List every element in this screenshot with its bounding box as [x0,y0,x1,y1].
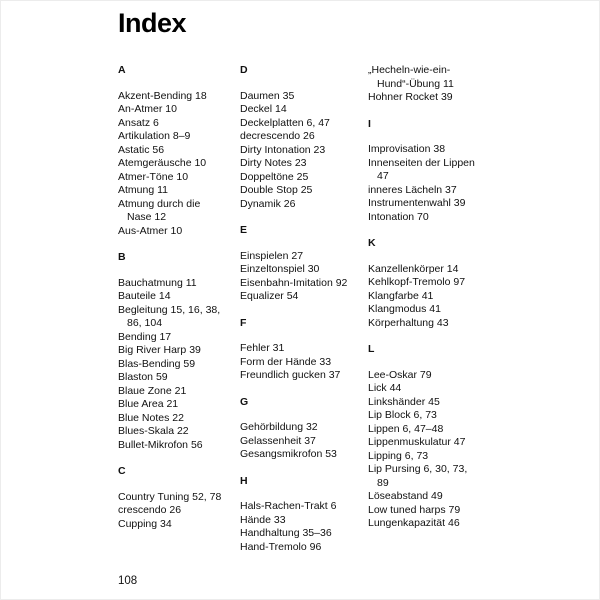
index-entry: Blue Notes 22 [118,411,184,424]
index-entry: Big River Harp 39 [118,344,201,356]
index-entry: Gehörbildung 32 [240,421,318,433]
index-section-g [240,396,352,462]
index-entry: Bauteile 14 [118,290,171,302]
index-entry: Atemgeräusche 10 [118,157,207,169]
index-entry: Eisenbahn-Imitation 92 [240,276,348,289]
section-letter: K [368,237,376,249]
index-entry: Blue Area 21 [118,398,179,410]
index-entry: Blues-Skala 22 [118,425,189,437]
index-entry: Klangmodus 41 [368,303,441,315]
index-entry: Lipping 6, 73 [368,449,429,462]
index-entry: Deckel 14 [240,103,287,115]
index-entry: Kehlkopf-Tremolo 97 [368,276,466,288]
index-entry: Country Tuning 52, 78 [118,490,222,503]
section-letter: G [240,395,249,408]
index-entry: Fehler 31 [240,342,285,354]
section-letter: C [118,465,126,477]
index-entry: Lip Pursing 6, 30, 73, 89 [368,463,468,489]
section-letter: L [368,343,375,355]
index-entry: Lip Block 6, 73 [368,409,437,421]
index-section-a [118,64,224,238]
index-entry: Gelassenheit 37 [240,434,316,447]
index-columns [118,64,490,554]
section-letter: H [240,474,248,487]
index-column-1 [118,64,224,531]
index-entry: Lungenkapazität 46 [368,517,460,529]
index-entry: Bullet-Mikrofon 56 [118,438,203,451]
index-section-continued [368,64,480,105]
index-entry: Lee-Oskar 79 [368,368,432,381]
index-entry: Freundlich gucken 37 [240,369,341,381]
index-entry: Gesangsmikrofon 53 [240,448,337,460]
index-entry: Double Stop 25 [240,184,313,196]
page-title: Index [118,8,187,38]
page-content [118,8,490,554]
section-letter: I [368,117,371,130]
index-entry: Dirty Intonation 23 [240,143,326,156]
index-entry: Linkshänder 45 [368,395,440,408]
section-letter: A [118,64,126,76]
index-entry: Doppeltöne 25 [240,170,309,183]
index-entry: Blaue Zone 21 [118,384,187,397]
index-entry: Form der Hände 33 [240,355,332,368]
index-entry: Dirty Notes 23 [240,157,307,169]
section-letter: F [240,316,247,329]
index-entry: Low tuned harps 79 [368,503,461,516]
index-entry: Körperhaltung 43 [368,316,449,329]
index-column-2 [240,64,352,554]
index-column-3 [368,64,480,531]
index-entry: Equalizer 54 [240,290,299,302]
section-letter: D [240,64,248,76]
index-entry: Bending 17 [118,330,172,343]
index-entry: Hals-Rachen-Trakt 6 [240,500,337,512]
index-section-h [240,475,352,555]
index-entry: Astatic 56 [118,143,165,156]
index-section-e [240,224,352,304]
index-entry: Atmung 11 [118,184,169,196]
index-entry: Einspielen 27 [240,249,304,262]
index-section-b [118,251,224,452]
index-entry: Ansatz 6 [118,116,159,129]
index-entry: Daumen 35 [240,89,295,102]
index-entry: Einzeltonspiel 30 [240,263,320,275]
index-entry: Lippenmuskulatur 47 [368,436,466,448]
page-number: 108 [118,575,138,587]
index-entry: Dynamik 26 [240,197,296,210]
index-entry: Hohner Rocket 39 [368,91,453,103]
index-entry: Instrumentenwahl 39 [368,197,466,209]
section-letter: B [118,251,126,263]
index-entry: Cupping 34 [118,517,172,530]
index-entry: „Hecheln-wie-ein-Hund“-Übung 11 [368,64,454,90]
index-entry: Improvisation 38 [368,143,446,155]
index-entry: Hände 33 [240,513,286,526]
index-section-l [368,343,480,531]
index-entry: Löseabstand 49 [368,490,443,502]
index-entry: Blas-Bending 59 [118,357,196,370]
index-entry: decrescendo 26 [240,130,315,142]
index-section-k [368,237,480,330]
index-entry: Atmer-Töne 10 [118,170,189,183]
index-section-i [368,118,480,225]
index-entry: Intonation 70 [368,210,429,223]
index-entry: Begleitung 15, 16, 38, 86, 104 [118,303,221,329]
index-section-f [240,317,352,383]
index-entry: Kanzellenkörper 14 [368,262,459,275]
index-entry: Lippen 6, 47–48 [368,422,444,435]
index-entry: Blaston 59 [118,371,168,383]
index-entry: Aus-Atmer 10 [118,224,183,237]
section-letter: E [240,224,248,236]
index-entry: Deckelplatten 6, 47 [240,116,330,129]
index-entry: Bauchatmung 11 [118,276,197,289]
index-entry: Akzent-Bending 18 [118,89,207,102]
index-entry: Klangfarbe 41 [368,289,434,302]
index-entry: Innenseiten der Lippen 47 [368,156,475,182]
index-entry: inneres Lächeln 37 [368,183,457,196]
index-entry: Artikulation 8–9 [118,130,191,142]
index-entry: An-Atmer 10 [118,103,177,115]
index-entry: Hand-Tremolo 96 [240,540,322,553]
index-entry: Handhaltung 35–36 [240,527,332,539]
index-entry: Atmung durch die Nase 12 [118,197,201,223]
index-section-d [240,64,352,211]
index-entry: crescendo 26 [118,504,182,516]
index-entry: Lick 44 [368,382,402,394]
index-section-c [118,465,224,531]
